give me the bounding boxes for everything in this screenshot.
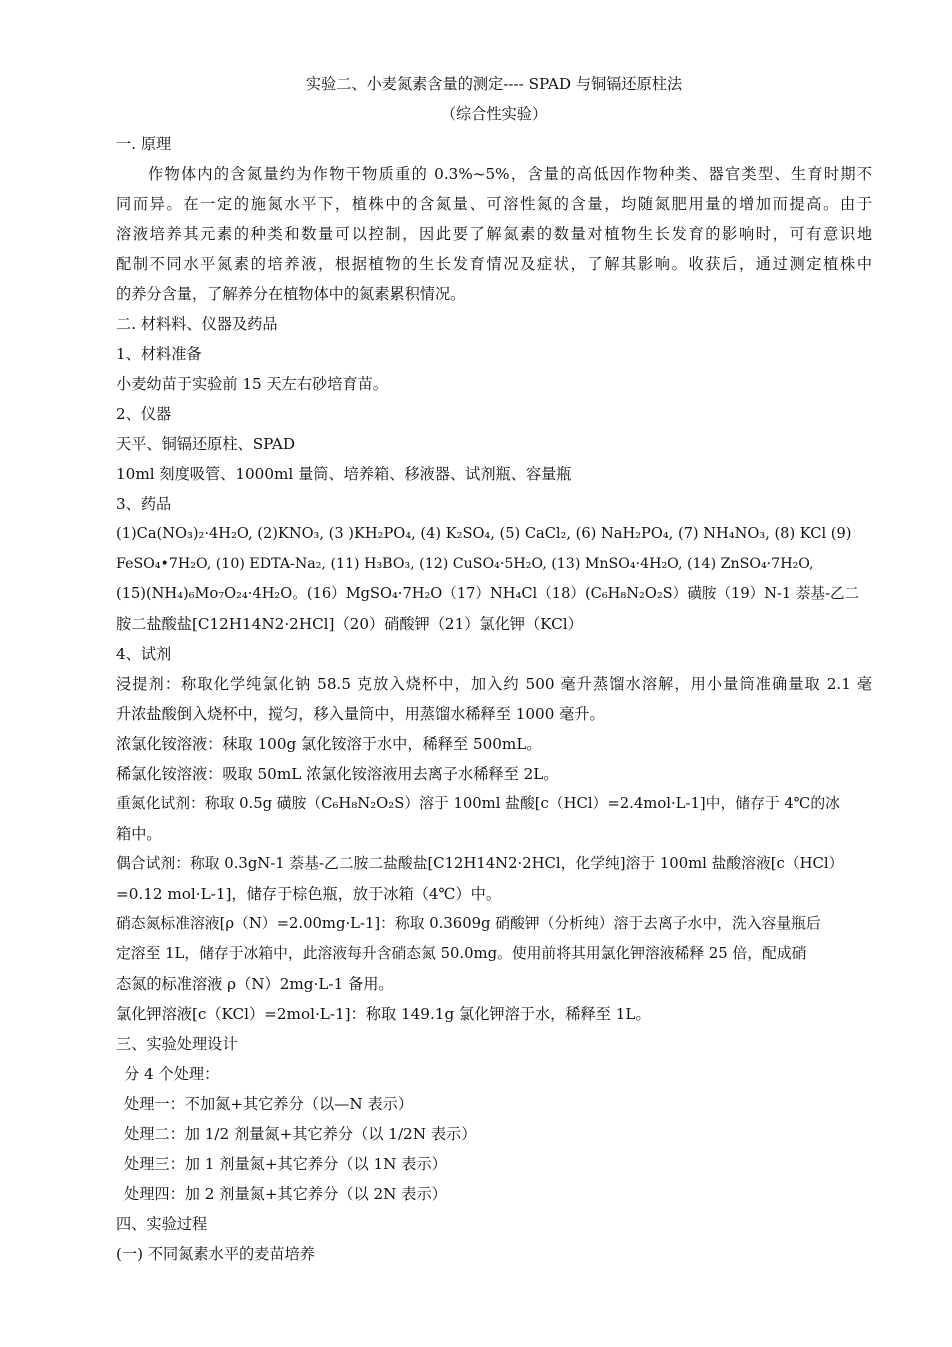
paragraph-line: 氯化钾溶液[c（KCl）=2mol·L-1]：称取 149.1g 氯化钾溶于水，稀释至 1L。: [116, 1005, 651, 1023]
section-heading-procedure: 四、实验过程: [116, 1215, 208, 1233]
treatment-item: 处理一：不加氮+其它养分（以—N 表示）: [124, 1095, 414, 1113]
paragraph-line: 配制不同水平氮素的培养液，根据植物的生长发育情况及症状，了解其影响。收获后，通过测定植株中: [116, 255, 872, 273]
paragraph-line: 偶合试剂：称取 0.3gN-1 萘基-乙二胺二盐酸盐[C12H14N2·2HCl，化学纯]溶于 100ml 盐酸溶液[c（HCl）: [116, 855, 844, 872]
paragraph-line: 胺二盐酸盐[C12H14N2·2HCl]（20）硝酸钾（21）氯化钾（KCl）: [116, 615, 583, 633]
document-title: 实验二、小麦氮素含量的测定---- SPAD 与铜镉还原柱法: [305, 75, 683, 93]
paragraph-line: (15)(NH₄)₆Mo₇O₂₄·4H₂O。(16）MgSO₄·7H₂O（17）NH₄Cl（18）(C₆H₈N₂O₂S）磺胺（19）N-1 萘基-乙二: [116, 585, 860, 602]
subsection-heading: 2、仪器: [116, 405, 172, 423]
paragraph-line: =0.12 mol·L-1]，储存于棕色瓶，放于冰箱（4℃）中。: [116, 885, 502, 903]
paragraph-line: 箱中。: [116, 825, 162, 843]
subsection-heading: 1、材料准备: [116, 345, 202, 363]
treatment-item: 处理三：加 1 剂量氮+其它养分（以 1N 表示）: [124, 1155, 447, 1173]
paragraph-line: 分 4 个处理：: [124, 1065, 220, 1083]
paragraph-line: 天平、铜镉还原柱、SPAD: [116, 435, 296, 453]
paragraph-line: 同而异。在一定的施氮水平下，植株中的含氮量、可溶性氮的含量，均随氮肥用量的增加而提高。由于: [116, 195, 872, 213]
paragraph-line: 10ml 刻度吸管、1000ml 量筒、培养箱、移液器、试剂瓶、容量瓶: [116, 465, 572, 483]
section-heading-materials: 二. 材料料、仪器及药品: [116, 315, 278, 333]
treatment-item: 处理四：加 2 剂量氮+其它养分（以 2N 表示）: [124, 1185, 447, 1203]
paragraph-line: 溶液培养其元素的种类和数量可以控制，因此要了解氮素的数量对植物生长发育的影响时，可有意识地: [116, 225, 872, 243]
subsection-heading: (一) 不同氮素水平的麦苗培养: [116, 1245, 315, 1263]
section-heading-principle: 一. 原理: [116, 135, 172, 153]
subsection-heading: 4、试剂: [116, 645, 172, 663]
paragraph-line: 升浓盐酸倒入烧杯中，搅匀，移入量筒中，用蒸馏水稀释至 1000 毫升。: [116, 705, 605, 723]
paragraph-line: (1)Ca(NO₃)₂·4H₂O, (2)KNO₃, (3 )KH₂PO₄, (4) K₂SO₄, (5) CaCl₂, (6) NaH₂PO₄, (7) NH₄NO₃, (8) KCl (9): [116, 525, 852, 542]
paragraph-line: 稀氯化铵溶液：吸取 50mL 浓氯化铵溶液用去离子水稀释至 2L。: [116, 765, 559, 783]
subsection-heading: 3、药品: [116, 495, 172, 513]
paragraph-line: 作物体内的含氮量约为作物干物质重的 0.3%~5%，含量的高低因作物种类、器官类型、生育时期不: [148, 165, 872, 183]
paragraph-line: 态氮的标准溶液 ρ（N）2mg·L-1 备用。: [116, 975, 394, 993]
document-subtitle: （综合性实验）: [440, 105, 548, 123]
paragraph-line: 定溶至 1L，储存于冰箱中，此溶液每升含硝态氮 50.0mg。使用前将其用氯化钾溶液稀释 25 倍，配成硝: [116, 945, 807, 962]
paragraph-line: 重氮化试剂：称取 0.5g 磺胺（C₆H₈N₂O₂S）溶于 100ml 盐酸[c（HCl）=2.4mol·L-1]中，储存于 4℃的冰: [116, 795, 840, 812]
paragraph-line: 小麦幼苗于实验前 15 天左右砂培育苗。: [116, 375, 388, 393]
paragraph-line: 硝态氮标准溶液[ρ（N）=2.00mg·L-1]：称取 0.3609g 硝酸钾（分析纯）溶于去离子水中，洗入容量瓶后: [116, 915, 821, 932]
treatment-item: 处理二：加 1/2 剂量氮+其它养分（以 1/2N 表示）: [124, 1125, 477, 1143]
paragraph-line: 的养分含量，了解养分在植物体中的氮素累积情况。: [116, 285, 466, 303]
section-heading-design: 三、实验处理设计: [116, 1035, 238, 1053]
paragraph-line: FeSO₄•7H₂O, (10) EDTA-Na₂, (11) H₃BO₃, (12) CuSO₄·5H₂O, (13) MnSO₄·4H₂O, (14) ZnSO₄·7H₂O,: [116, 556, 814, 572]
paragraph-line: 浓氯化铵溶液：秣取 100g 氯化铵溶于水中，稀释至 500mL。: [116, 735, 542, 753]
paragraph-line: 浸提剂：称取化学纯氯化钠 58.5 克放入烧杯中，加入约 500 毫升蒸馏水溶解，用小量筒准确量取 2.1 毫: [116, 675, 872, 693]
